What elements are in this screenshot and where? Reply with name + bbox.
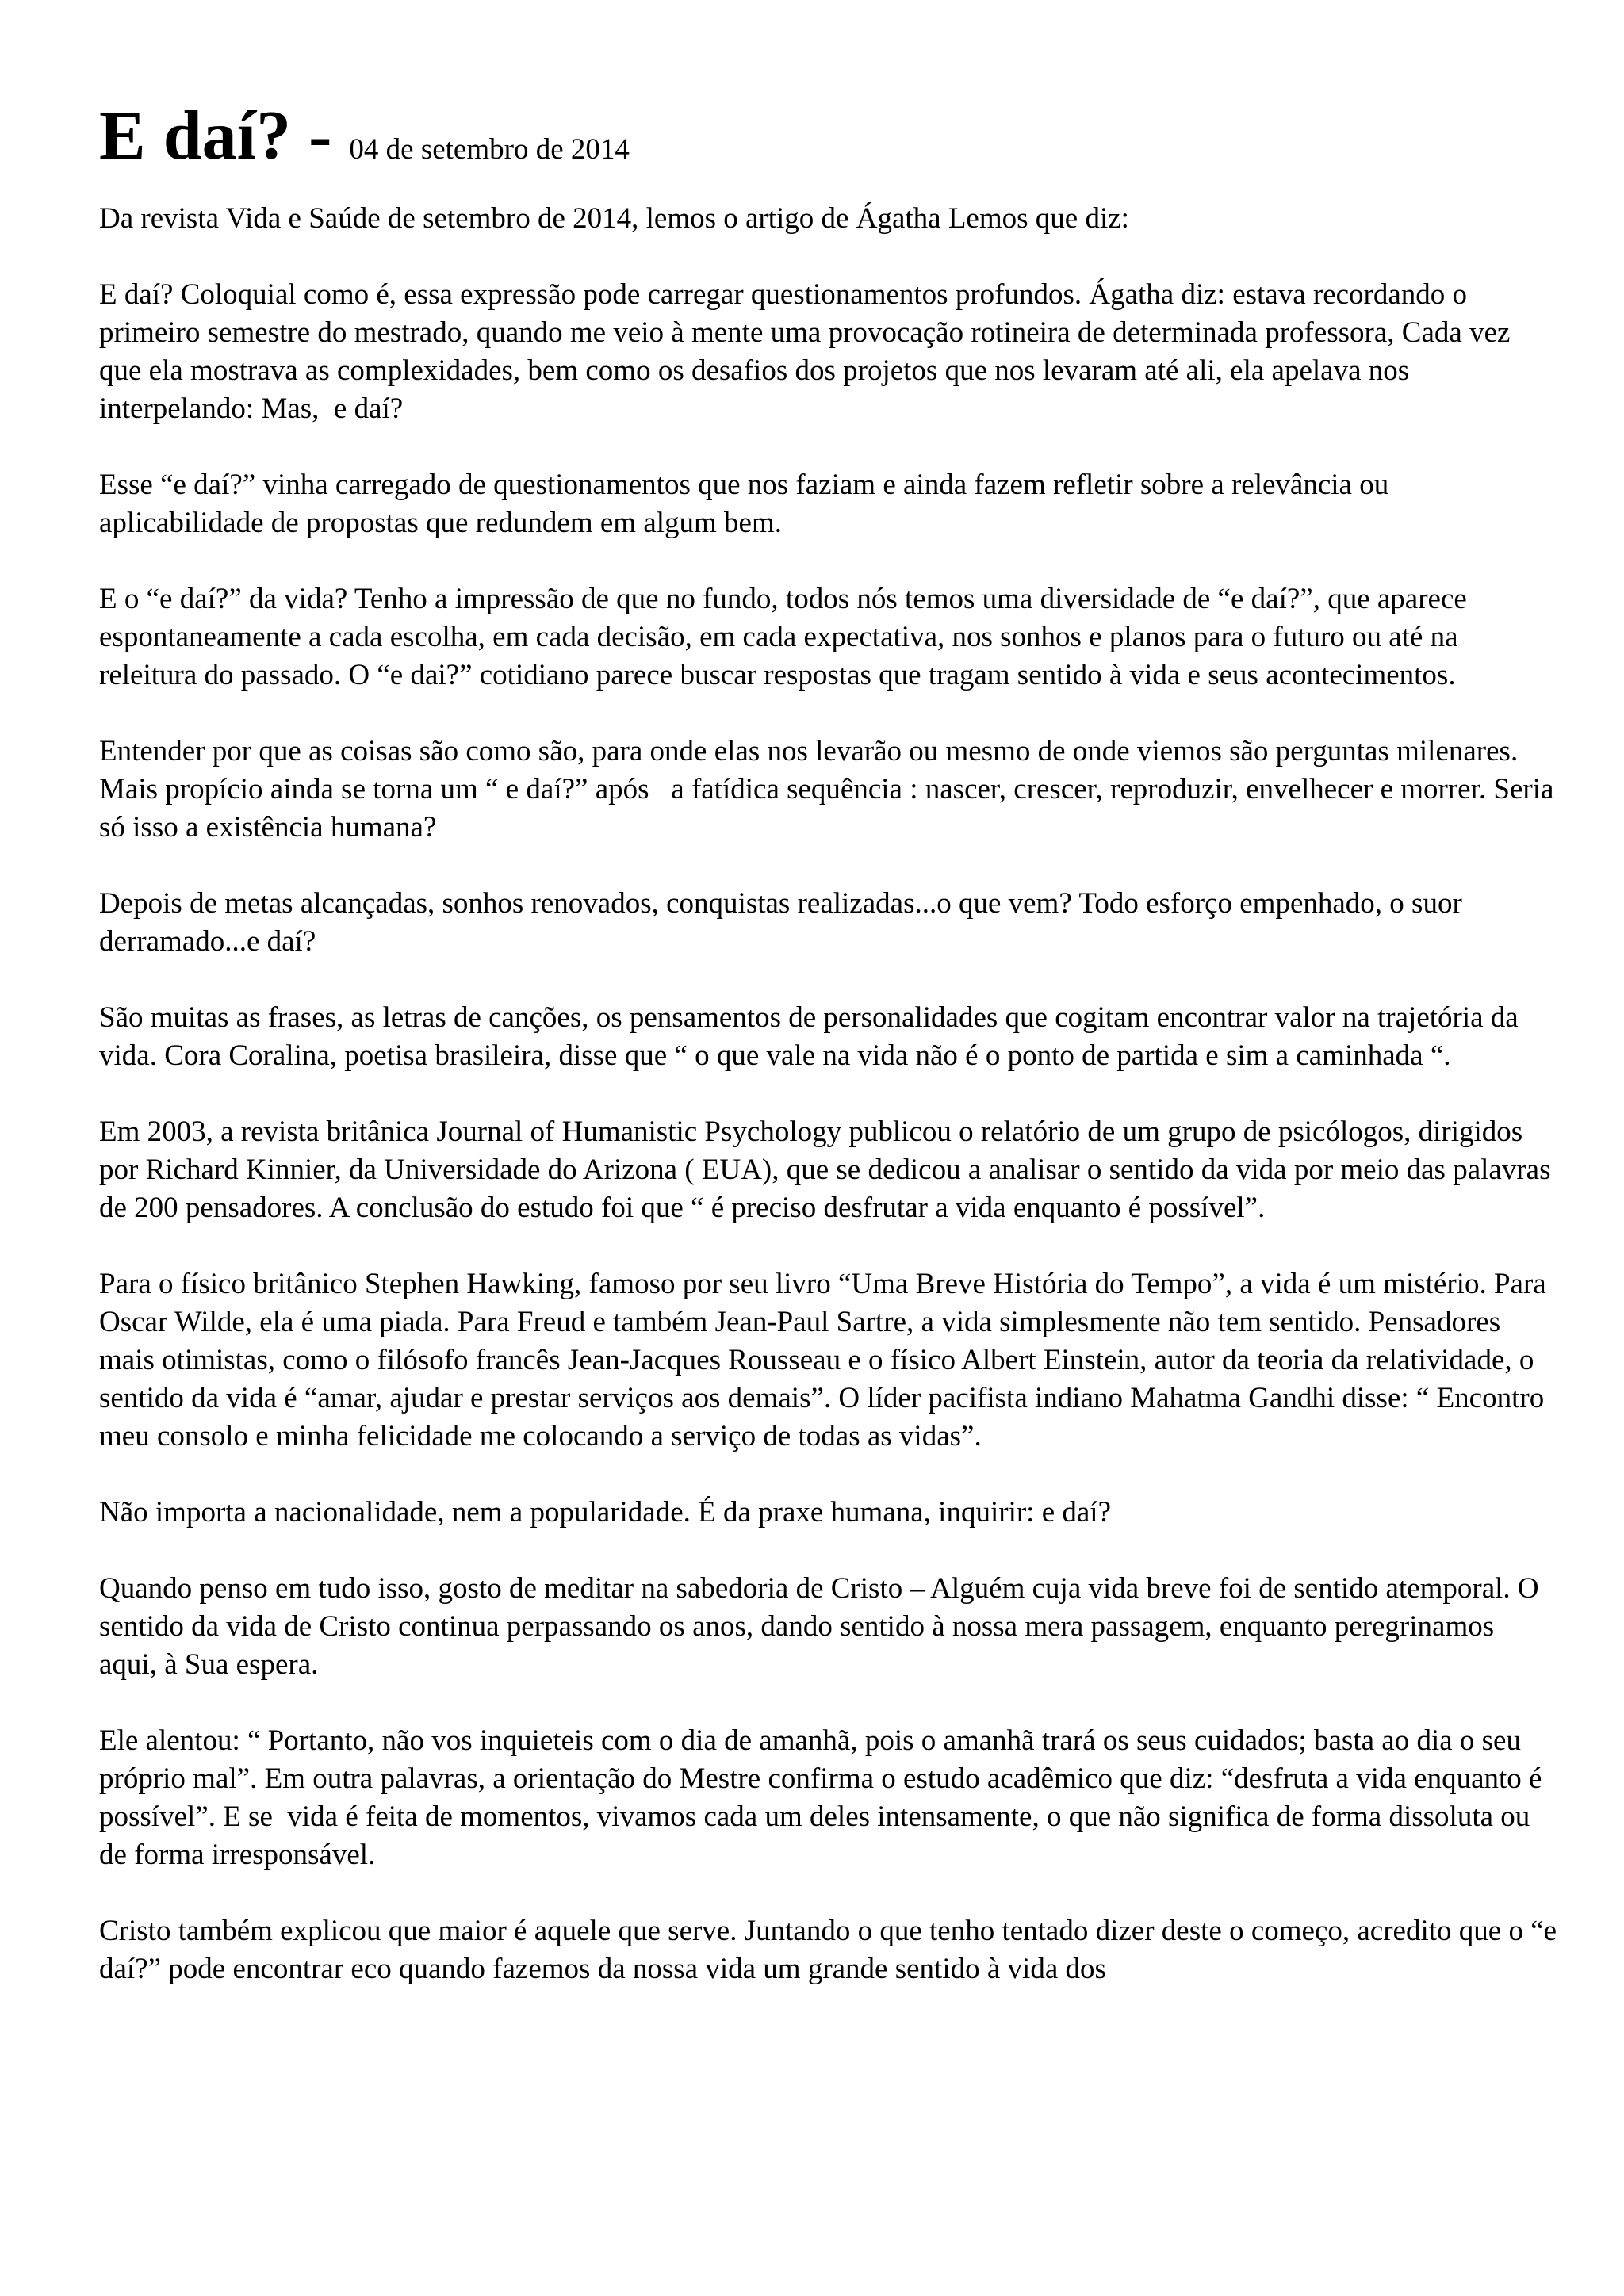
- paragraph: Em 2003, a revista britânica Journal of Humanistic Psychology publicou o relatório de um grupo de psicólogos, dirigidos por Richard Kinnier, da Universidade do Arizona ( EUA), que se dedicou a analisar o sentido da vida por meio das palavras de 200 pensadores. A conclusão do estudo foi que “ é preciso desfrutar a vida enquanto é possível”.: [99, 1115, 1558, 1224]
- paragraph: Esse “e daí?” vinha carregado de questionamentos que nos faziam e ainda fazem refletir sobre a relevância ou aplicabilidade de propostas que redundem em algum bem.: [99, 469, 1396, 539]
- article-title: E daí? -: [99, 98, 350, 174]
- paragraph: E o “e daí?” da vida? Tenho a impressão de que no fundo, todos nós temos uma diversidade de “e daí?”, que aparece espontaneamente a cada escolha, em cada decisão, em cada expectativa, nos sonhos e planos para o futuro ou até na releitura do passado. O “e dai?” cotidiano parece buscar respostas que tragam sentido à vida e seus acontecimentos.: [99, 583, 1475, 691]
- paragraph: Não importa a nacionalidade, nem a popularidade. É da praxe humana, inquirir: e daí?: [99, 1496, 1111, 1529]
- paragraph: Ele alentou: “ Portanto, não vos inquieteis com o dia de amanhã, pois o amanhã trará os seus cuidados; basta ao dia o seu próprio mal”. Em outra palavras, a orientação do Mestre confirma o estudo acadêmico que diz: “desfruta a vida enquanto é possível”. E se vida é feita de momentos, vivamos cada um deles intensamente, o que não significa de forma dissoluta ou de forma irresponsável.: [99, 1724, 1549, 1871]
- paragraph: Entender por que as coisas são como são, para onde elas nos levarão ou mesmo de onde viemos são perguntas milenares. Mais propício ainda se torna um “ e daí?” após a fatídica sequência : nascer, crescer, reproduzir, envelhecer e morrer. Seria só isso a existência humana?: [99, 735, 1561, 844]
- paragraph: Quando penso em tudo isso, gosto de meditar na sabedoria de Cristo – Alguém cuja vida breve foi de sentido atemporal. O sentido da vida de Cristo continua perpassando os anos, dando sentido à nossa mera passagem, enquanto peregrinamos aqui, à Sua espera.: [99, 1572, 1546, 1681]
- page-title: [99, 98, 1558, 174]
- paragraph: Cristo também explicou que maior é aquele que serve. Juntando o que tenho tentado dizer deste o começo, acredito que o “e daí?” pode encontrar eco quando fazemos da nossa vida um grande sentido à vida dos: [99, 1915, 1565, 1985]
- paragraph: Depois de metas alcançadas, sonhos renovados, conquistas realizadas...o que vem? Todo esforço empenhado, o suor derramado...e daí?: [99, 887, 1470, 958]
- paragraph: Da revista Vida e Saúde de setembro de 2014, lemos o artigo de Ágatha Lemos que diz:: [99, 202, 1129, 235]
- paragraph: E daí? Coloquial como é, essa expressão pode carregar questionamentos profundos. Ágatha diz: estava recordando o primeiro semestre do mestrado, quando me veio à mente uma provocação rotineira de determinada professora, Cada vez que ela mostrava as complexidades, bem como os desafios dos projetos que nos levaram até ali, ela apelava nos interpelando: Mas, e daí?: [99, 278, 1518, 425]
- article-date: 04 de setembro de 2014: [349, 133, 630, 166]
- paragraph: Para o físico britânico Stephen Hawking, famoso por seu livro “Uma Breve História do Tempo”, a vida é um mistério. Para Oscar Wilde, ela é uma piada. Para Freud e também Jean-Paul Sartre, a vida simplesmente não tem sentido. Pensadores mais otimistas, como o filósofo francês Jean-Jacques Rousseau e o físico Albert Einstein, autor da teoria da relatividade, o sentido da vida é “amar, ajudar e prestar serviços aos demais”. O líder pacifista indiano Mahatma Gandhi disse: “ Encontro meu consolo e minha felicidade me colocando a serviço de todas as vidas”.: [99, 1268, 1553, 1452]
- document-page: [99, 98, 1565, 2026]
- paragraph: São muitas as frases, as letras de canções, os pensamentos de personalidades que cogitam encontrar valor na trajetória da vida. Cora Coralina, poetisa brasileira, disse que “ o que vale na vida não é o ponto de partida e sim a caminhada “.: [99, 1001, 1526, 1072]
